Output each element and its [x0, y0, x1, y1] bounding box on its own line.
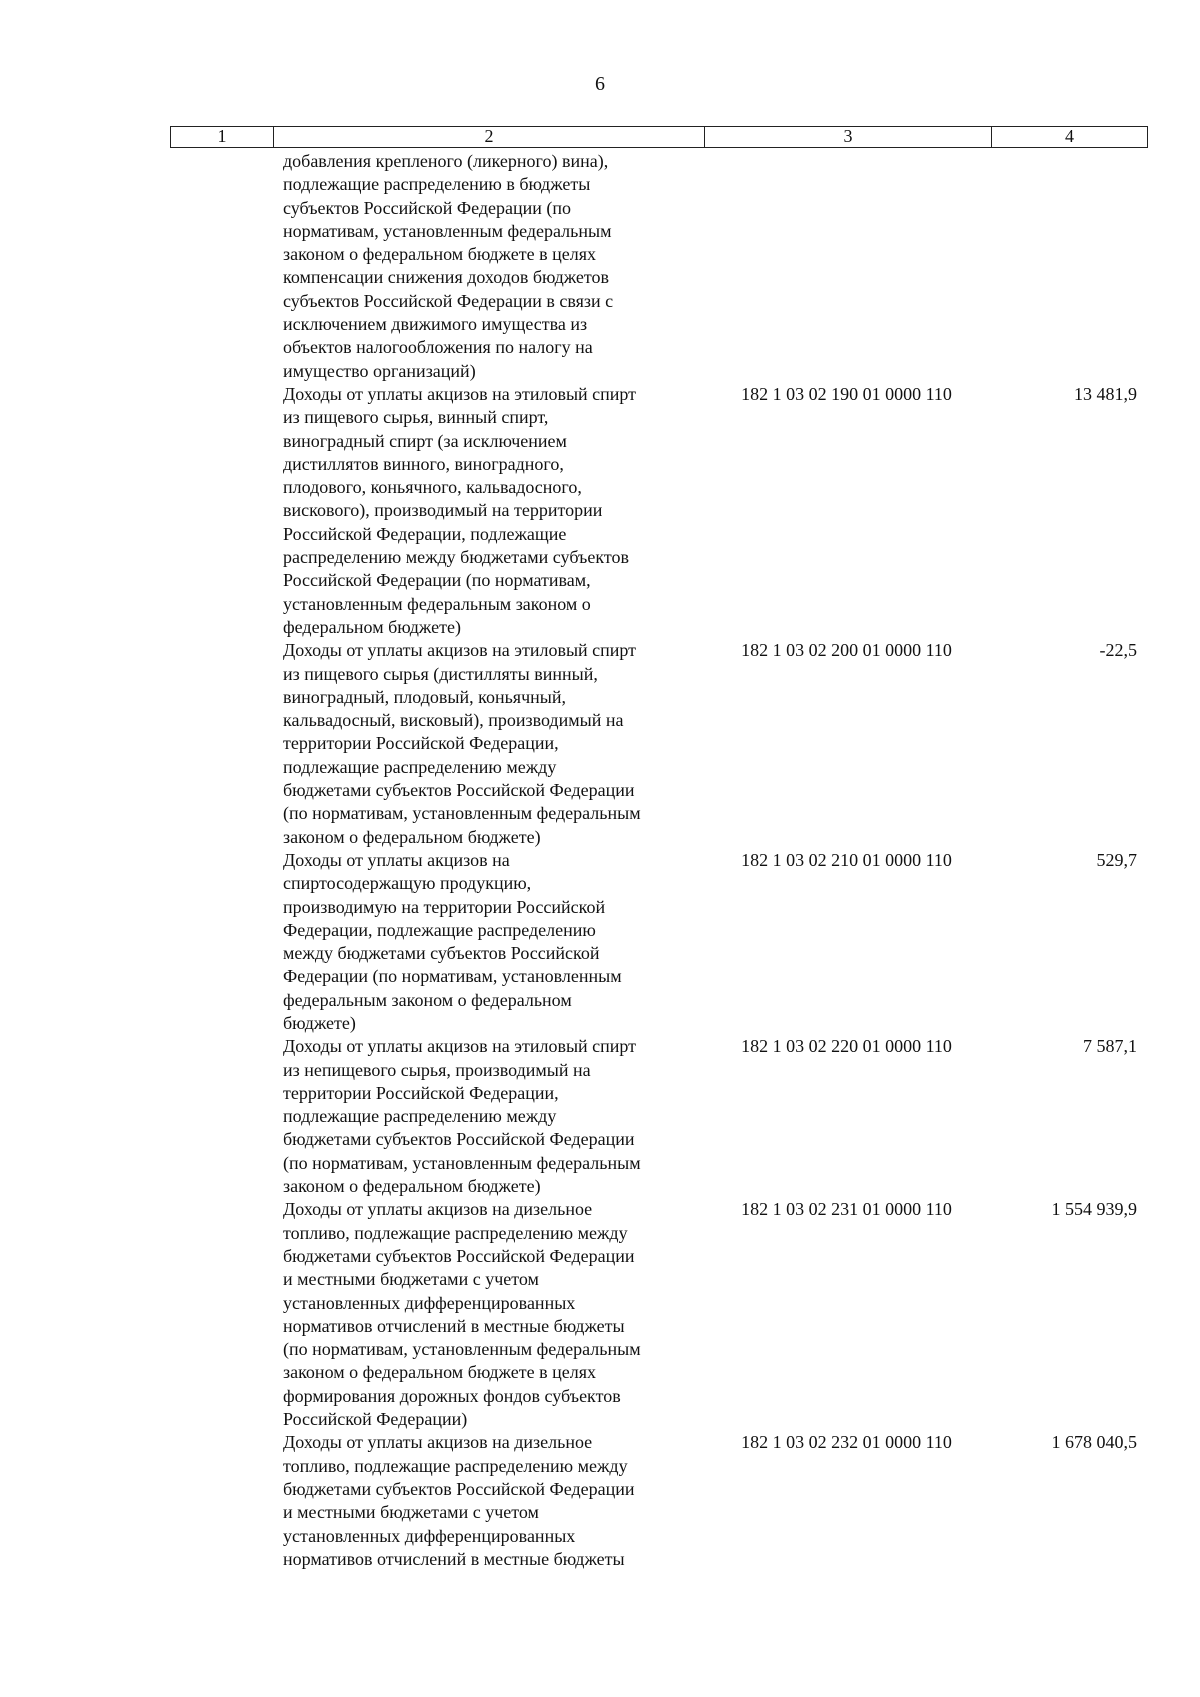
header-col-1: 1 [217, 126, 227, 146]
row-amount: -22,5 [1099, 640, 1137, 661]
row-description: Доходы от уплаты акцизов на этиловый спирт из пищевого сырья, винный спирт, виноградный спирт (за исключением дистиллятов винного, виноградного, плодового, коньячного, кальвадосного, вискового), производимый на территории Российской Федерации, подлежащие распределению между бюджетами субъектов Российской Федерации (по нормативам, установленным федеральным законом о федеральном бюджете) [283, 383, 637, 637]
row-description: Доходы от уплаты акцизов на спиртосодержащую продукцию, производимую на территории Российской Федерации, подлежащие распределению между бюджетами субъектов Российской Федерации (по нормативам, установленным федеральным законом о федеральном бюджете) [283, 849, 622, 1033]
row-amount: 7 587,1 [1083, 1036, 1137, 1057]
table-row [170, 150, 1148, 383]
header-col-3: 3 [704, 127, 991, 147]
row-description: Доходы от уплаты акцизов на дизельное топливо, подлежащие распределению между бюджетами субъектов Российской Федерации и местными бюджетами с учетом установленных дифференцированных нормативов отчислений в местные бюджеты [283, 1432, 635, 1569]
header-col-2: 2 [273, 127, 704, 147]
row-amount: 529,7 [1096, 849, 1137, 870]
row-code: 182 1 03 02 210 01 0000 110 [741, 849, 952, 870]
table-row [170, 1431, 1148, 1571]
row-amount: 1 678 040,5 [1051, 1432, 1137, 1453]
row-code: 182 1 03 02 220 01 0000 110 [741, 1036, 952, 1057]
header-col-4: 4 [991, 127, 1147, 147]
row-description: Доходы от уплаты акцизов на этиловый спирт из пищевого сырья (дистилляты винный, виноградный, плодовый, коньячный, кальвадосный, висковый), производимый на территории Российской Федерации, подлежащие распределению между бюджетами субъектов Российской Федерации (по нормативам, установленным федеральным законом о федеральном бюджете) [283, 640, 641, 847]
table-row [170, 1035, 1148, 1198]
row-description: Доходы от уплаты акцизов на дизельное топливо, подлежащие распределению между бюджетами субъектов Российской Федерации и местными бюджетами с учетом установленных дифференцированных нормативов отчислений в местные бюджеты (по нормативам, установленным федеральным законом о федеральном бюджете в целях формирования дорожных фондов субъектов Российской Федерации) [283, 1199, 641, 1430]
table-row [170, 639, 1148, 849]
row-description: Доходы от уплаты акцизов на этиловый спирт из непищевого сырья, производимый на территории Российской Федерации, подлежащие распределению между бюджетами субъектов Российской Федерации (по нормативам, установленным федеральным законом о федеральном бюджете) [283, 1036, 641, 1197]
table-header-row [170, 126, 1148, 148]
table-body [170, 150, 1148, 1571]
row-description: добавления крепленого (ликерного) вина), подлежащие распределению в бюджеты субъектов Российской Федерации (по нормативам, установленным федеральным законом о федеральном бюджете в целях компенсации снижения доходов бюджетов субъектов Российской Федерации в связи с исключением движимого имущества из объектов налогообложения по налогу на имущество организаций) [283, 151, 614, 381]
table-row [170, 383, 1148, 639]
row-code: 182 1 03 02 232 01 0000 110 [741, 1432, 952, 1453]
table-row [170, 1198, 1148, 1431]
row-amount: 13 481,9 [1074, 383, 1137, 404]
row-amount: 1 554 939,9 [1051, 1199, 1137, 1220]
page-number: 6 [595, 73, 605, 95]
row-code: 182 1 03 02 200 01 0000 110 [741, 640, 952, 661]
row-code: 182 1 03 02 231 01 0000 110 [741, 1199, 952, 1220]
row-code: 182 1 03 02 190 01 0000 110 [741, 383, 952, 404]
table-row [170, 849, 1148, 1035]
